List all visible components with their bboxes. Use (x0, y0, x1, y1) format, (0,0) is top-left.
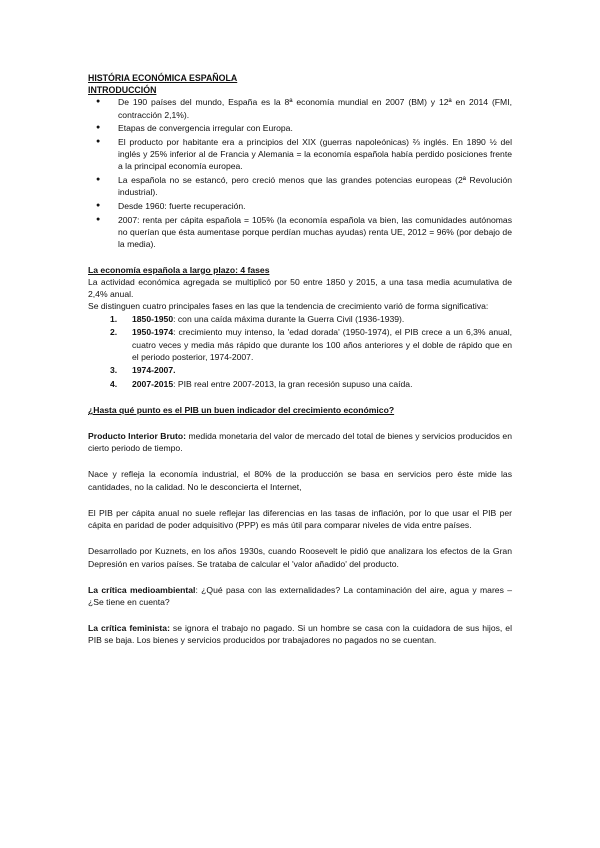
kuznets-paragraph: Desarrollado por Kuznets, en los años 1930s, cuando Roosevelt le pidió que analizara los efectos de la Gran Depresión en varios países. Se trataba de calcular el 'valor añadido' del producto. (88, 546, 512, 569)
industrial-paragraph: Nace y refleja la economía industrial, el 80% de la producción se basa en servicios pero éste mide las cantidades, no la calidad. No le desconcierta el Internet, (88, 469, 512, 492)
phase-item (110, 378, 512, 390)
phase-item (110, 313, 512, 325)
phase-text: : crecimiento muy intenso, la 'edad dorada' (1950-1974), el PIB crece a un 6,3% anual, cuatro veces y media más rápido que durante los 100 años anteriores y el doble de rápido que en el periodo posterior, 1974-2007. (132, 327, 512, 362)
phase-text: : con una caída máxima durante la Guerra Civil (1936-1939). (173, 313, 405, 324)
intro-bullet: ● De 190 países del mundo, España es la 8ª economía mundial en 2007 (BM) y 12ª en 2014 (FMI, contracción 2,1%). (118, 96, 512, 120)
phase-text: : PIB real entre 2007-2013, la gran recesión supuso una caída. (173, 379, 413, 390)
intro-bullet: ● Desde 1960: fuerte recuperación. (118, 200, 512, 212)
intro-bullet: ● 2007: renta per cápita española = 105% (la economía española va bien, las comunidades autónomas no querían que ésta aumentase porque perdían muchas ayudas) renta UE, 2012 = 96% (por debajo de la media). (118, 214, 512, 251)
section-heading-phases: La economía española a largo plazo: 4 fases (88, 264, 270, 275)
pib-label: Producto Interior Bruto: (88, 431, 187, 442)
intro-bullet-list (88, 96, 512, 250)
phase-number: 3. (110, 365, 118, 376)
per-capita-paragraph: El PIB per cápita anual no suele reflejar las diferencias en las tasas de inflación, por lo que usar el PIB per cápita en paridad de poder adquisitivo (PPP) es más útil para comparar niveles de vida entre países. (88, 507, 512, 531)
env-text: : ¿Qué pasa con las externalidades? La contaminación del aire, agua y mares – ¿Se tiene en cuenta? (88, 584, 512, 607)
section-heading-introduction: INTRODUCCIÓN (88, 85, 157, 96)
intro-bullet: ● El producto por habitante era a principios del XIX (guerras napoleónicas) ⅔ inglés. En 1890 ½ del inglés y 25% inferior al de Francia y Alemania = la economía española había perdido posiciones frente a la principal economía europea. (118, 136, 512, 173)
phase-number: 2. (110, 327, 118, 338)
phase-number: 4. (110, 379, 118, 390)
intro-bullet: ● Etapas de convergencia irregular con Europa. (118, 122, 512, 134)
fem-text: se ignora el trabajo no pagado. Si un hombre se casa con la cuidadora de sus hijos, el PIB se baja. Los bienes y servicios producidos por trabajadores no pagados no se cuentan. (88, 623, 512, 646)
pib-definition (88, 430, 512, 454)
phase-item (110, 326, 512, 363)
environmental-critique (88, 584, 512, 608)
pib-text: medida monetaria del valor de mercado del total de bienes y servicios producidos en cierto periodo de tiempo. (88, 431, 512, 454)
intro-bullet: ● La española no se estancó, pero creció menos que las grandes potencias europeas (2ª Revolución industrial). (118, 174, 512, 198)
phase-label: 2007-2015 (132, 379, 174, 390)
document-title: HISTÓRIA ECONÓMICA ESPAÑOLA (88, 73, 238, 83)
phase-label: 1850-1950 (132, 313, 174, 324)
section-heading-pib-question: ¿Hasta qué punto es el PIB un buen indicador del crecimiento económico? (88, 404, 395, 415)
env-label: La crítica medioambiental (88, 584, 196, 595)
fem-label: La crítica feminista: (88, 623, 170, 634)
phases-list (88, 313, 512, 391)
feminist-critique (88, 622, 512, 646)
phase-label: 1950-1974 (132, 327, 174, 338)
phase-label: 1974-2007. (132, 365, 176, 376)
phase-item (110, 364, 512, 376)
phase-number: 1. (110, 313, 118, 324)
phases-paragraph: La actividad económica agregada se multiplicó por 50 entre 1850 y 2015, a una tasa media acumulativa de 2,4% anual. (88, 277, 512, 300)
phases-paragraph: Se distinguen cuatro principales fases en las que la tendencia de crecimiento varió de forma significativa: (88, 301, 489, 312)
